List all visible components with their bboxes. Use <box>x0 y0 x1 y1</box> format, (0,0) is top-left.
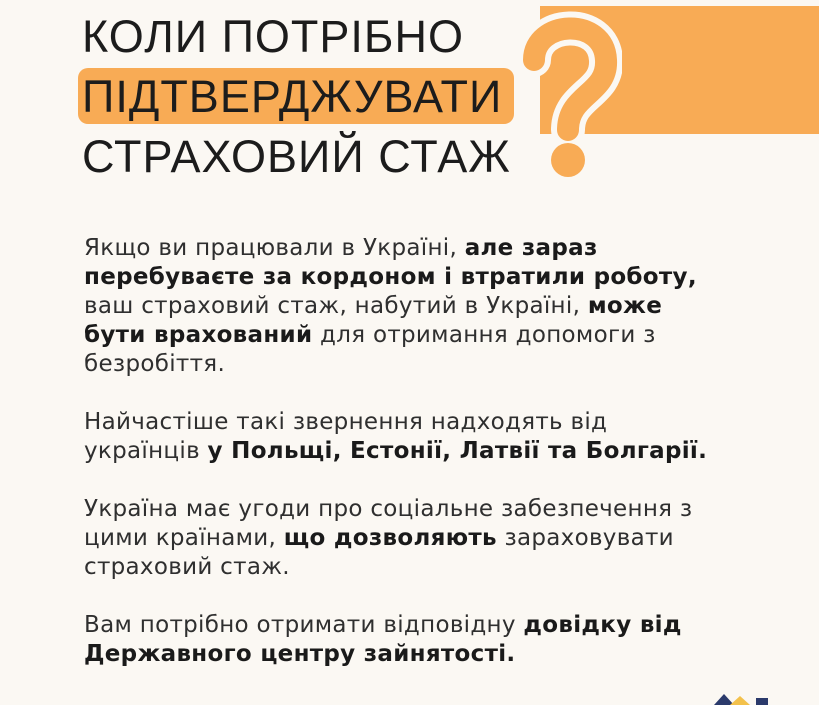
emphasis-countries: у Польщі, Естонії, Латвії та Болгарії. <box>207 438 708 464</box>
title-line-3: СТРАХОВИЙ СТАЖ <box>82 131 511 182</box>
paragraph-certificate: Вам потрібно отримати відповідну довідку від Державного центру зайнятості. <box>84 612 682 667</box>
question-mark-icon <box>512 2 622 192</box>
title-line-1: КОЛИ ПОТРІБНО <box>82 11 464 62</box>
body-text <box>84 234 724 698</box>
paragraph-unemployment: Якщо ви працювали в Україні, але зараз перебуваєте за кордоном і втратили роботу, ваш страховий стаж, набутий в Україні, може бути врахований для отримання допомоги з безробіття. <box>84 235 697 377</box>
page-title <box>82 10 514 184</box>
logo-fragment-icon <box>712 690 772 705</box>
paragraph-agreements: Україна має угоди про соціальне забезпечення з цими країнами, що дозволяють зараховувати страховий стаж. <box>84 496 693 580</box>
emphasis-can-be-counted: може бути врахований <box>84 293 663 348</box>
emphasis-allow: що дозволяють <box>283 525 497 551</box>
paragraph-countries: Найчастіше такі звернення надходять від українців у Польщі, Естонії, Латвії та Болгарії. <box>84 409 708 464</box>
emphasis-abroad-lost-job: але зараз перебуваєте за кордоном і втратили роботу, <box>84 235 697 290</box>
title-line-2-highlighted: ПІДТВЕРДЖУВАТИ <box>78 68 514 124</box>
emphasis-certificate: довідку від Державного центру зайнятості. <box>84 612 682 667</box>
